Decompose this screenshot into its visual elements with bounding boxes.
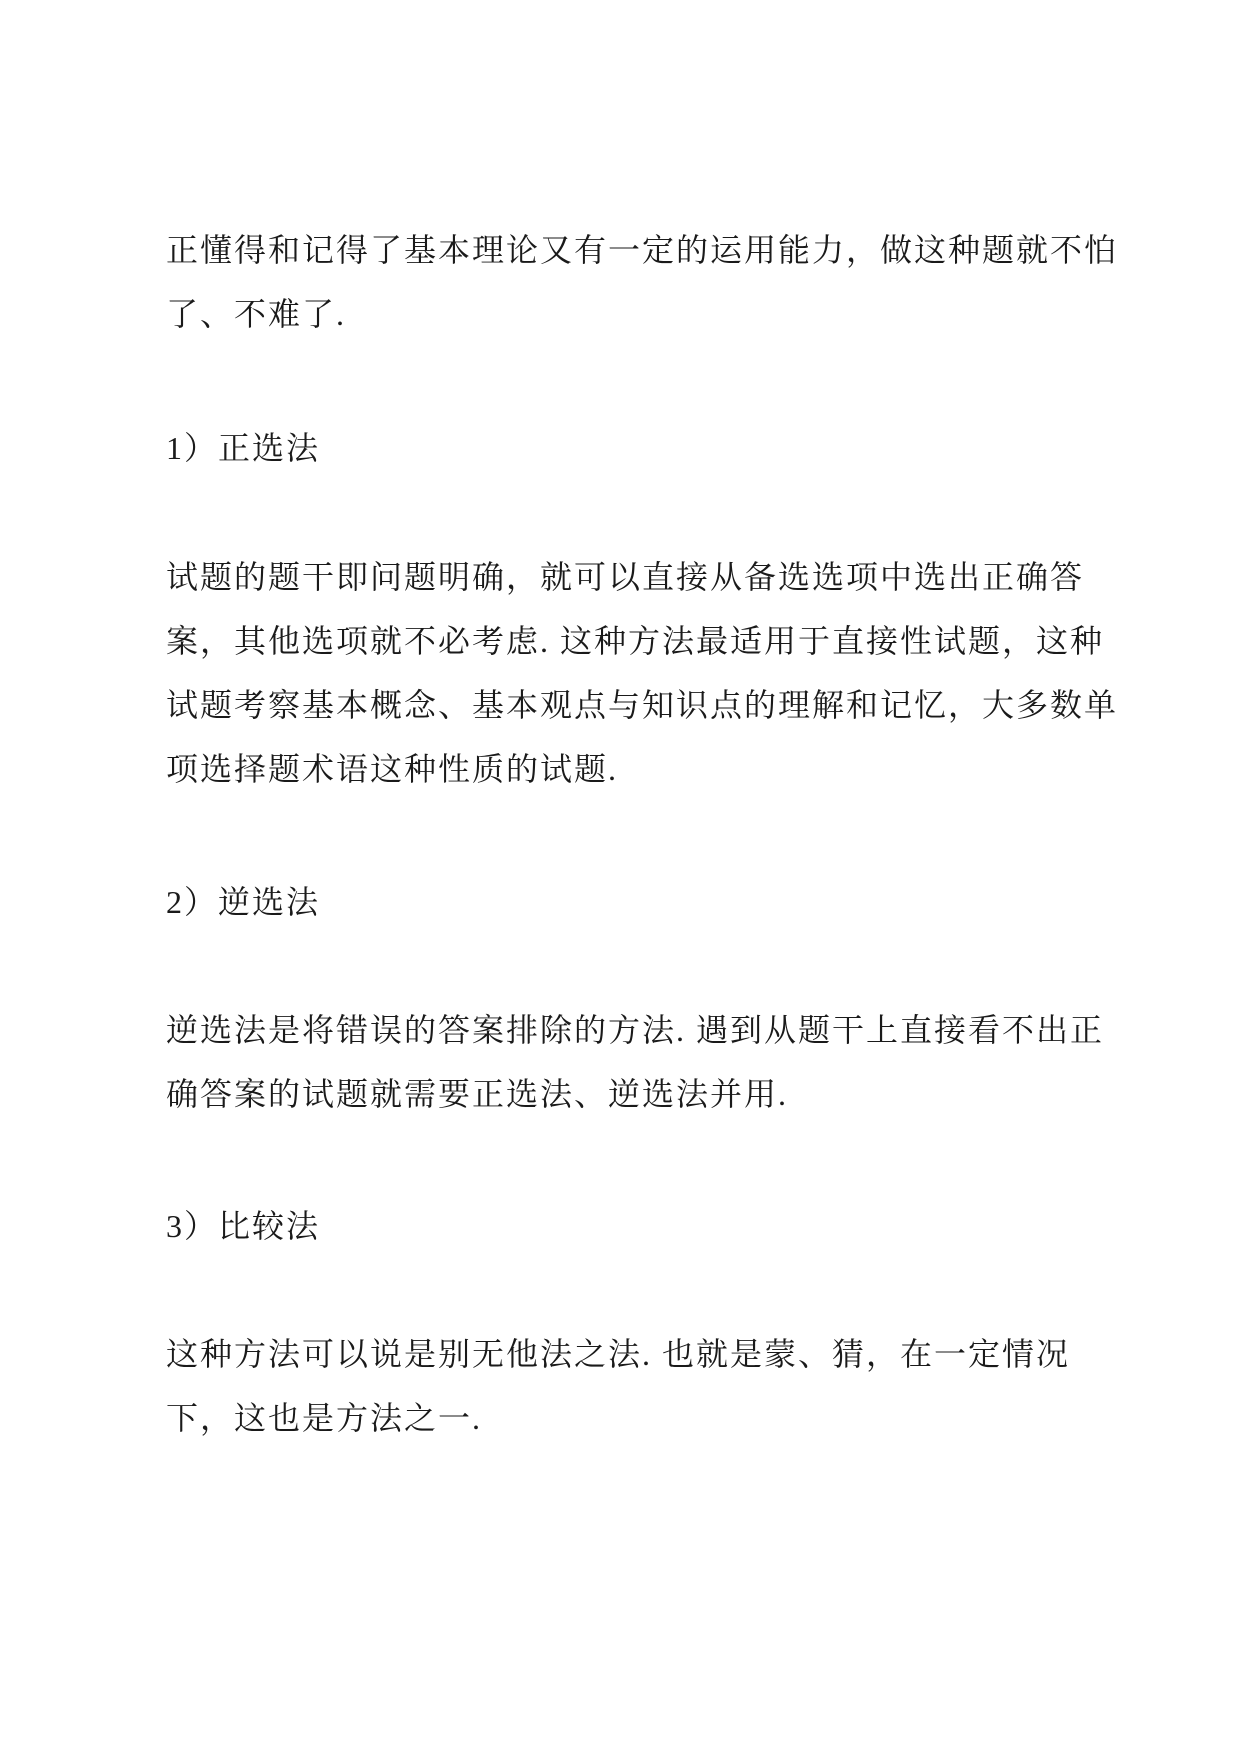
section-heading-reverse-selection <box>166 870 1096 934</box>
paragraph-forward-selection <box>166 545 1119 801</box>
text-line: 案，其他选项就不必考虑. 这种方法最适用于直接性试题，这种 <box>166 623 1105 659</box>
text-line: 了、不难了. <box>166 296 347 332</box>
text-line: 试题的题干即问题明确，就可以直接从备选选项中选出正确答 <box>166 559 1085 595</box>
section-heading-forward-selection <box>166 416 1096 480</box>
heading-text: 1）正选法 <box>166 430 321 466</box>
section-heading-comparison <box>166 1194 1096 1258</box>
text-line: 试题考察基本概念、基本观点与知识点的理解和记忆，大多数单 <box>166 687 1119 723</box>
heading-text: 3）比较法 <box>166 1208 321 1244</box>
text-line: 项选择题术语这种性质的试题. <box>166 751 619 787</box>
heading-text: 2）逆选法 <box>166 884 321 920</box>
text-line: 逆选法是将错误的答案排除的方法. 遇到从题干上直接看不出正 <box>166 1012 1105 1048</box>
text-line: 正懂得和记得了基本理论又有一定的运用能力，做这种题就不怕 <box>166 232 1119 268</box>
paragraph-comparison <box>166 1322 1096 1450</box>
paragraph-reverse-selection <box>166 998 1105 1126</box>
text-line: 确答案的试题就需要正选法、逆选法并用. <box>166 1076 789 1112</box>
paragraph-intro-continuation <box>166 218 1119 346</box>
text-line: 下，这也是方法之一. <box>166 1400 483 1436</box>
text-line: 这种方法可以说是别无他法之法. 也就是蒙、猜，在一定情况 <box>166 1336 1071 1372</box>
